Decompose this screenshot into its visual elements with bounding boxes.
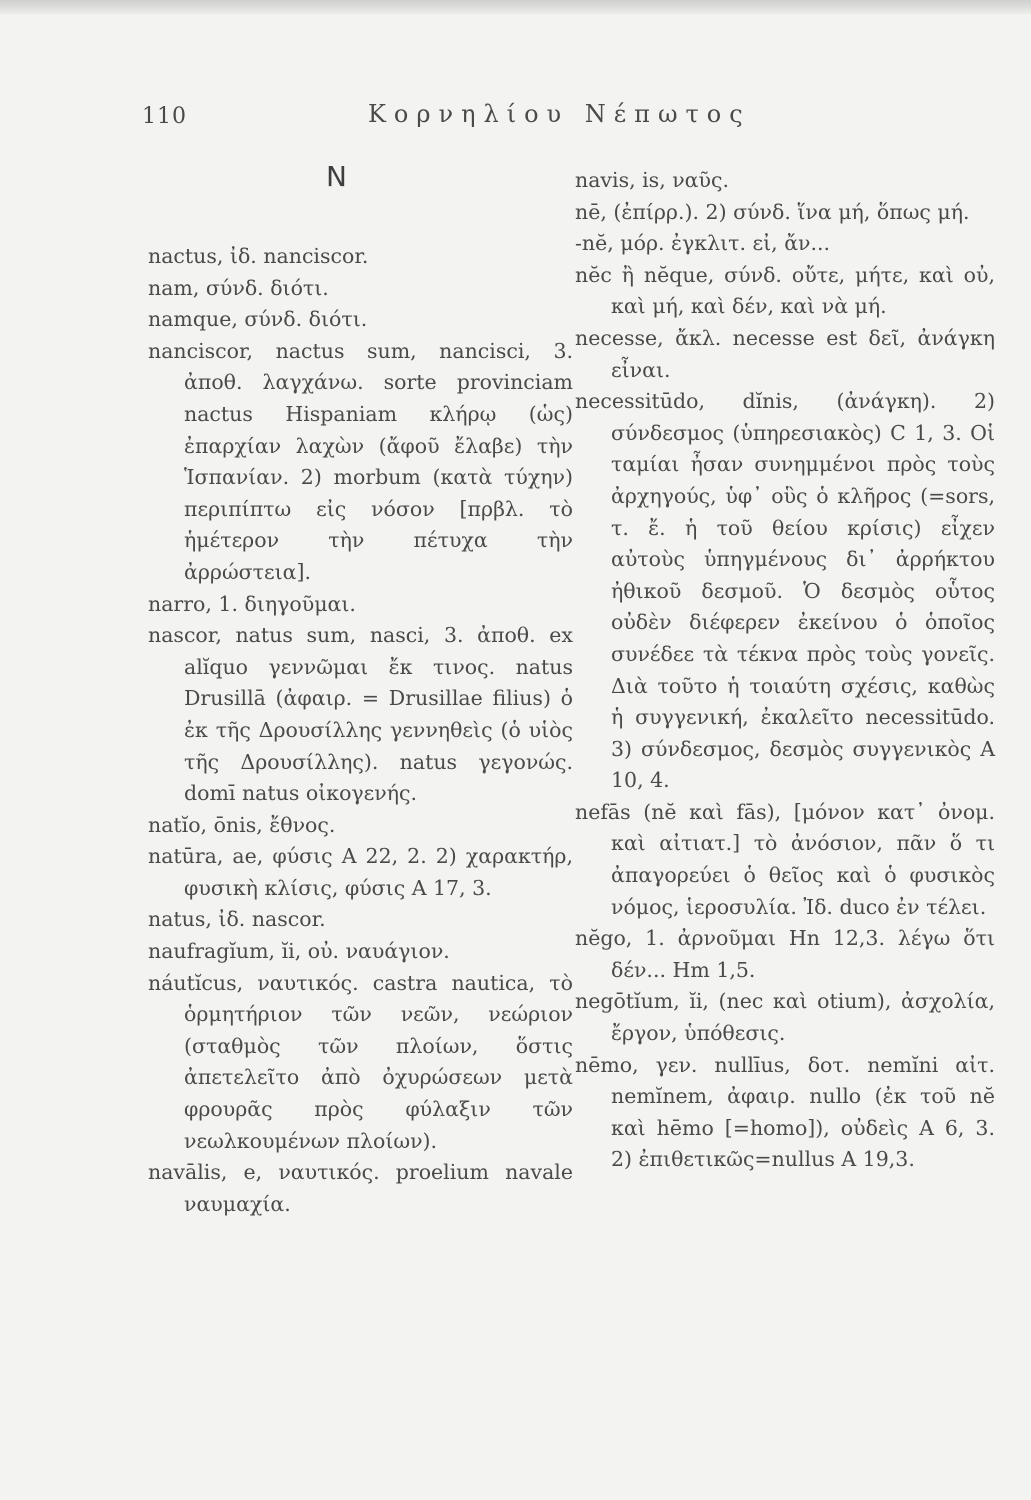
dictionary-entry: náutĭcus, ναυτικός. castra nautica, τὸ ὁρμητήριον τῶν νεῶν, νεώριον (σταθμὸς τῶν πλοίων, ὅστις ἀπετελεῖτο ἀπὸ ὀχυρώσεων μετὰ φρουρᾶς πρὸς φύλαξιν τῶν νεωλκουμένων πλοίων). — [148, 970, 573, 1153]
dictionary-entry: natus, ἰδ. nascor. — [148, 907, 326, 932]
dictionary-entry: navis, is, ναῦς. — [575, 168, 729, 192]
dictionary-entry: natĭo, ōnis, ἔθνος. — [148, 812, 336, 837]
dictionary-entry: nefās (nĕ καὶ fās), [μόνον κατ᾽ ὀνομ. καὶ αἰτιατ.] τὸ ἀνόσιον, πᾶν ὅ τι ἀπαγορεύει ὁ θεῖος καὶ ὁ φυσικὸς νόμος, ἱεροσυλία. Ἰδ. duco ἐν τέλει. — [575, 799, 995, 919]
running-title: Κορνηλίου Νέπωτος — [368, 100, 751, 128]
dictionary-entry: naufragĭum, ĭi, οὐ. ναυάγιον. — [148, 939, 450, 964]
dictionary-entry: necesse, ἄκλ. necesse est δεῖ, ἀνάγκη εἶναι. — [575, 325, 995, 382]
dictionary-entry: nascor, natus sum, nasci, 3. ἀποθ. ex alĭquo γεννῶμαι ἔκ τινος. natus Drusillā (ἀφαιρ. = Drusillae filius) ὁ ἐκ τῆς Δρουσίλλης γεννηθεὶς (ὁ υἱὸς τῆς Δρουσίλλης). natus γεγονώς. domī natus οἰκογενής. — [148, 623, 573, 806]
dictionary-entry: natūra, ae, φύσις A 22, 2. 2) χαρακτήρ, φυσικὴ κλίσις, φύσις A 17, 3. — [148, 844, 573, 900]
dictionary-entry: nē, (ἐπίρρ.). 2) σύνδ. ἵνα μή, ὅπως μή. — [575, 199, 970, 224]
dictionary-entry: nactus, ἰδ. nanciscor. — [148, 244, 369, 268]
dictionary-entry: necessitūdo, dĭnis, (ἀνάγκη). 2) σύνδεσμος (ὑπηρεσιακὸς) C 1, 3. Οἱ ταμίαι ἦσαν συνημμένοι πρὸς τοὺς ἀρχηγούς, ὑφ᾽ οὓς ὁ κλῆρος (=sors, τ. ἔ. ἡ τοῦ θείου κρίσις) εἶχεν αὐτοὺς ὑπηγμένους δι᾽ ἀρρήκτου ἠθικοῦ δεσμοῦ. Ὁ δεσμὸς οὗτος οὐδὲν διέφερεν ἐκείνου ὁ ὁποῖος συνέδεε τὰ τέκνα πρὸς τοὺς γονεῖς. Διὰ τοῦτο ἡ τοιαύτη σχέσις, καθὼς ἡ συγγενική, ἐκαλεῖτο necessitūdo. 3) σύνδεσμος, δεσμὸς συγγενικὸς A 10, 4. — [575, 389, 995, 793]
dictionary-entry: negōtĭum, ĭi, (nec καὶ otium), ἀσχολία, ἔργον, ὑπόθεσις. — [575, 989, 995, 1046]
dictionary-entry: nēmo, γεν. nullīus, δοτ. nemĭni αἰτ. nemĭnem, ἀφαιρ. nullo (ἐκ τοῦ nĕ καὶ hēmo [=homo]), οὐδεὶς A 6, 3. 2) ἐπιθετικῶς=nullus A 19,3. — [575, 1052, 995, 1172]
right-column — [575, 165, 995, 1176]
dictionary-entry: nanciscor, nactus sum, nancisci, 3. ἀποθ. λαγχάνω. sorte provinciam nactus Hispaniam κλήρῳ (ὡς) ἐπαρχίαν λαχὼν (ἄφοῦ ἔλαβε) τὴν Ἱσπανίαν. 2) morbum (κατὰ τύχην) περιπίπτω εἰς νόσον [πρβλ. τὸ ἡμέτερον τὴν πέτυχα τὴν ἀρρώστεια]. — [148, 338, 573, 584]
dictionary-entry: nam, σύνδ. διότι. — [148, 275, 329, 300]
dictionary-entry: nĕc ἢ nĕque, σύνδ. οὔτε, μήτε, καὶ οὐ, καὶ μή, καὶ δέν, καὶ νὰ μή. — [575, 262, 995, 319]
dictionary-entry: namque, σύνδ. διότι. — [148, 307, 368, 332]
dictionary-entry: -nĕ, μόρ. ἐγκλιτ. εἰ, ἄν... — [575, 231, 831, 256]
top-edge — [0, 0, 1031, 14]
dictionary-entry: navālis, e, ναυτικός. proelium navale ναυμαχία. — [148, 1160, 573, 1216]
left-column — [148, 241, 573, 1220]
page-header — [0, 100, 1031, 140]
dictionary-entry: narro, 1. διηγοῦμαι. — [148, 591, 356, 616]
page-number: 110 — [142, 104, 187, 129]
section-letter: N — [326, 160, 347, 193]
dictionary-entry: nĕgo, 1. ἀρνοῦμαι Hn 12,3. λέγω ὅτι δέν... Hm 1,5. — [575, 926, 995, 982]
